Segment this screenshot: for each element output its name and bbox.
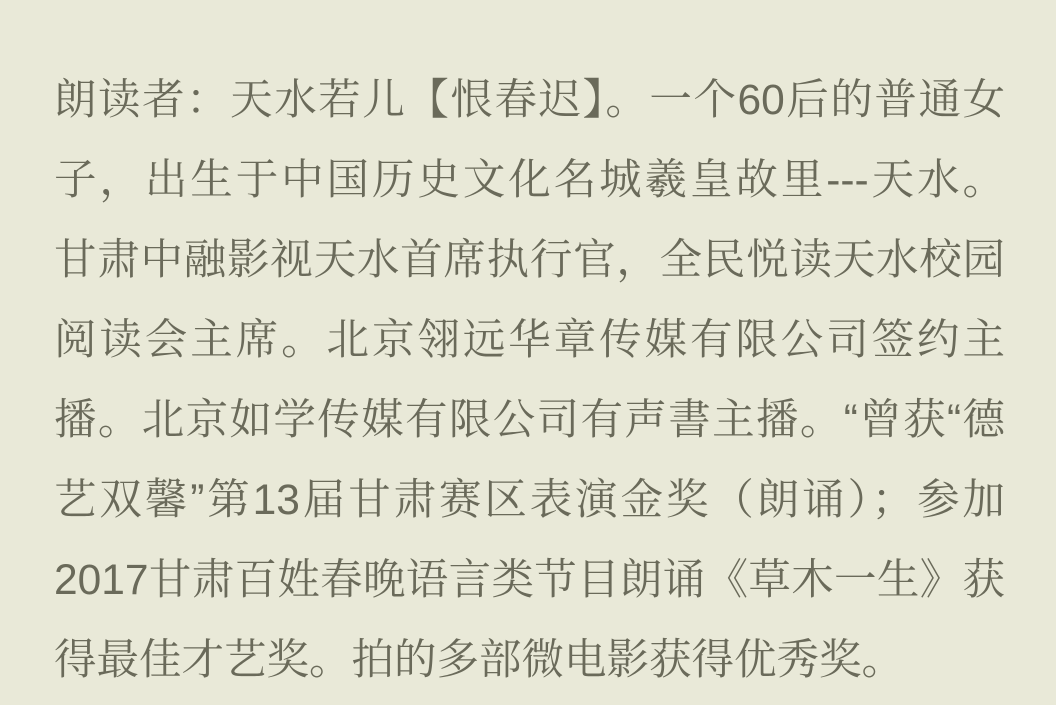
bio-line-1: 朗读者：天水若儿【恨春迟】。一个60后的普通女	[54, 77, 1005, 124]
bio-line-3: 甘肃中融影视天水首席执行官，全民悦读天水校园	[54, 237, 1005, 284]
bio-line-7: 2017甘肃百姓春晚语言类节目朗诵《草木一生》获	[54, 557, 1005, 604]
bio-line-5: 播。北京如学传媒有限公司有声書主播。“曾获“德	[54, 397, 1005, 444]
bio-line-8: 得最佳才艺奖。拍的多部微电影获得优秀奖。	[54, 637, 905, 684]
bio-line-4: 阅读会主席。北京翎远华章传媒有限公司签约主	[54, 317, 1005, 364]
bio-line-2: 子，出生于中国历史文化名城羲皇故里---天水。	[54, 157, 1005, 204]
bio-line-6: 艺双馨”第13届甘肃赛区表演金奖（朗诵）；参加	[54, 477, 1005, 524]
bio-paragraph	[54, 61, 1005, 701]
